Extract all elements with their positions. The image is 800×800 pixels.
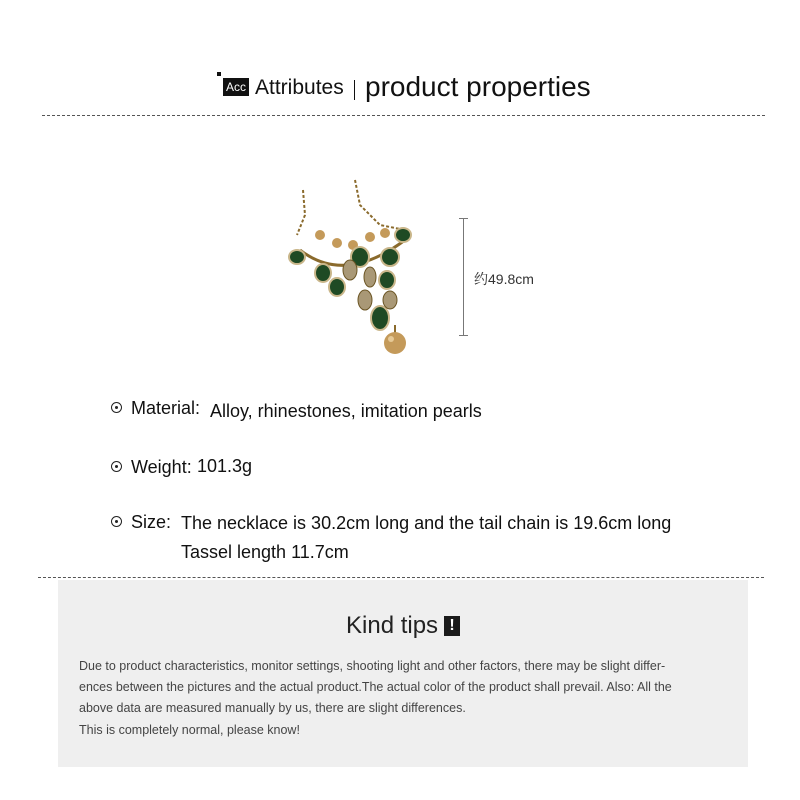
weight-label: Weight: (131, 457, 192, 477)
header-title-right: product properties (365, 71, 591, 102)
tips-line: This is completely normal, please know! (79, 723, 300, 737)
size-value-line1: The necklace is 30.2cm long and the tail chain is 19.6cm long (181, 513, 672, 533)
dimension-cap-bottom (459, 335, 468, 336)
material-value: Alloy, rhinestones, imitation pearls (210, 401, 482, 421)
bullet-icon (111, 461, 122, 472)
tips-line: Due to product characteristics, monitor settings, shooting light and other factors, there may be slight differ- (79, 659, 666, 673)
tips-line: above data are measured manually by us, there are slight differences. (79, 701, 466, 715)
tips-panel (58, 580, 748, 767)
exclamation-icon: ! (444, 616, 460, 636)
weight-value: 101.3g (197, 456, 253, 476)
section-header (0, 70, 800, 110)
top-divider (42, 115, 765, 116)
size-value-line2: Tassel length 11.7cm (181, 542, 349, 562)
necklace-photo (275, 175, 435, 365)
dimension-label: 约49.8cm (474, 271, 534, 287)
header-separator (354, 80, 355, 100)
header-badge: Acc (223, 78, 249, 96)
bullet-icon (111, 516, 122, 527)
dimension-line (463, 218, 464, 335)
bullet-icon (111, 402, 122, 413)
tips-title: Kind tips (346, 612, 439, 639)
header-dot (217, 72, 221, 76)
tips-line: ences between the pictures and the actual product.The actual color of the product shall prevail. Also: All the (79, 680, 672, 694)
size-label: Size: (131, 512, 172, 532)
header-title-left: Attributes (255, 76, 344, 99)
dimension-cap-top (459, 218, 468, 219)
material-label: Material: (131, 398, 201, 418)
bottom-divider (38, 577, 764, 578)
